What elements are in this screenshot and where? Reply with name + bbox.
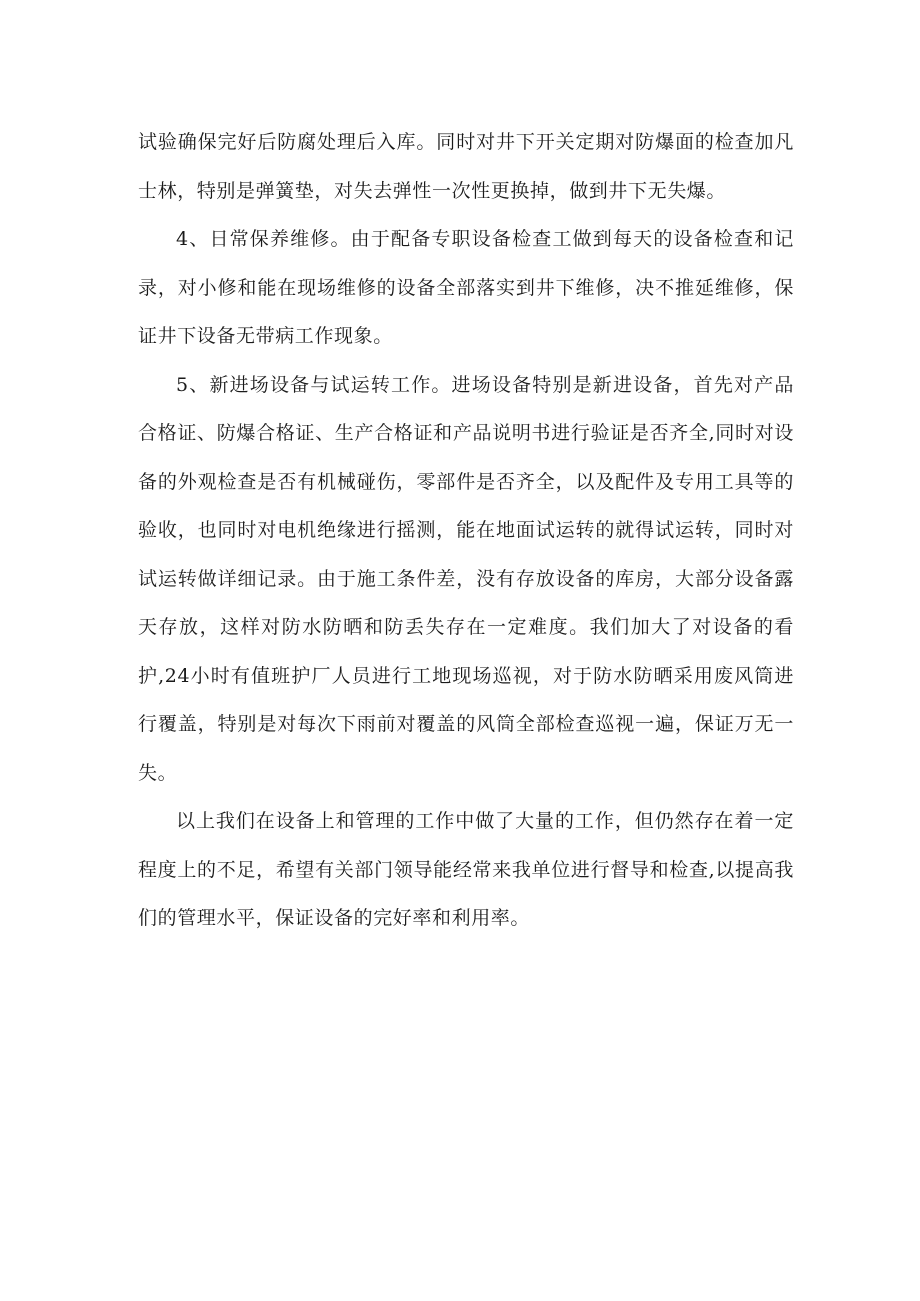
paragraph-conclusion: 以上我们在设备上和管理的工作中做了大量的工作，但仍然存在着一定程度上的不足，希望有关部门领导能经常来我单位进行督导和检查,以提高我们的管理水平，保证设备的完好率和利用率。 <box>138 810 794 929</box>
document-body <box>138 118 794 943</box>
paragraph-daily-maintenance: 4、日常保养维修。由于配备专职设备检查工做到每天的设备检查和记录，对小修和能在现场维修的设备全部落实到井下维修，决不推延维修，保证井下设备无带病工作现象。 <box>138 228 794 347</box>
paragraph-continuation: 试验确保完好后防腐处理后入库。同时对井下开关定期对防爆面的检查加凡士林，特别是弹簧垫，对失去弹性一次性更换掉，做到井下无失爆。 <box>138 131 794 202</box>
paragraph-new-equipment: 5、新进场设备与试运转工作。进场设备特别是新进设备，首先对产品合格证、防爆合格证、生产合格证和产品说明书进行验证是否齐全,同时对设备的外观检查是否有机械碰伤，零部件是否齐全，以及配件及专用工具等的验收，也同时对电机绝缘进行摇测，能在地面试运转的就得试运转，同时对试运转做详细记录。由于施工条件差，没有存放设备的库房，大部分设备露天存放，这样对防水防晒和防丢失存在一定难度。我们加大了对设备的看护,24小时有值班护厂人员进行工地现场巡视，对于防水防晒采用废风筒进行覆盖，特别是对每次下雨前对覆盖的风筒全部检查巡视一遍，保证万无一失。 <box>138 373 794 784</box>
